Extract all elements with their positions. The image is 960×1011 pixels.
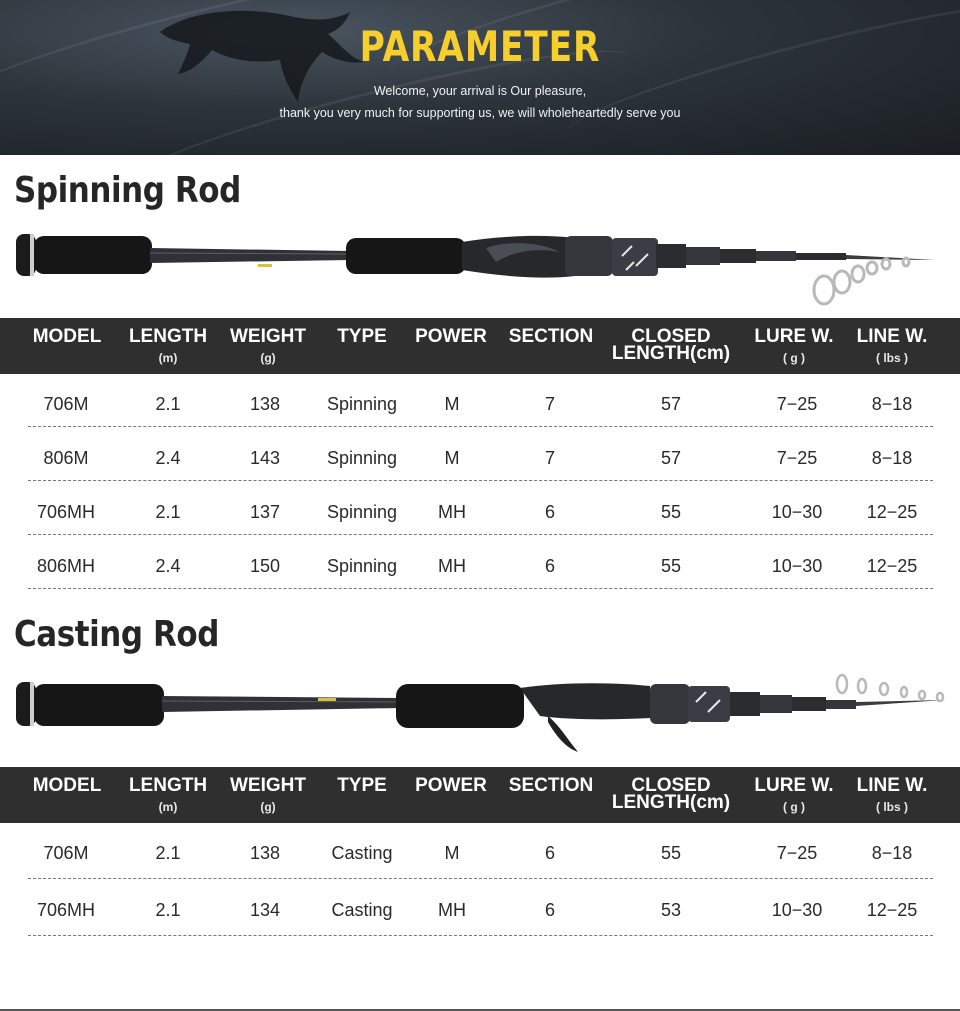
- header-length: LENGTH (m): [128, 775, 208, 814]
- cell-closed-length: 57: [660, 448, 682, 468]
- cell-power: M: [444, 394, 460, 414]
- cell-lure-weight: 7−25: [776, 843, 818, 863]
- row-divider: [28, 588, 933, 589]
- table-row: [0, 376, 960, 428]
- header-weight: WEIGHT (g): [230, 775, 306, 814]
- table-row: [0, 538, 960, 590]
- cell-type: Casting: [331, 900, 393, 920]
- table-row: [0, 882, 960, 934]
- cell-weight: 134: [249, 900, 281, 920]
- table-row: [0, 430, 960, 482]
- row-divider: [28, 935, 933, 936]
- cell-type: Spinning: [326, 502, 398, 522]
- cell-lure-weight: 7−25: [776, 448, 818, 468]
- header-lure-weight: LURE W. ( g ): [754, 775, 834, 814]
- casting-rod-title: Casting Rod: [14, 614, 219, 655]
- spinning-table-header: [0, 318, 960, 374]
- banner-title: PARAMETER: [359, 22, 601, 71]
- cell-model: 806MH: [36, 556, 96, 576]
- header-closed-length: CLOSED LENGTH(cm): [611, 775, 731, 813]
- cell-length: 2.4: [155, 556, 181, 576]
- cell-line-weight: 12−25: [866, 502, 918, 522]
- header-power: POWER: [415, 326, 487, 347]
- cell-line-weight: 8−18: [871, 394, 913, 414]
- cell-power: MH: [438, 900, 466, 920]
- cell-type: Spinning: [326, 556, 398, 576]
- cell-section: 6: [544, 502, 556, 522]
- cell-weight: 138: [249, 394, 281, 414]
- cell-closed-length: 53: [660, 900, 682, 920]
- cell-length: 2.1: [155, 900, 181, 920]
- header-model: MODEL: [32, 775, 102, 796]
- casting-table-header: [0, 767, 960, 823]
- cell-power: MH: [438, 556, 466, 576]
- cell-length: 2.1: [155, 502, 181, 522]
- row-divider: [28, 480, 933, 481]
- header-model: MODEL: [32, 326, 102, 347]
- cell-model: 806M: [43, 448, 89, 468]
- cell-lure-weight: 10−30: [771, 900, 823, 920]
- cell-length: 2.4: [155, 448, 181, 468]
- banner-welcome-text: Welcome, your arrival is Our pleasure,: [373, 84, 587, 98]
- header-length: LENGTH (m): [128, 326, 208, 365]
- cell-model: 706M: [43, 394, 89, 414]
- cell-section: 7: [544, 448, 556, 468]
- cell-section: 6: [544, 556, 556, 576]
- table-row: [0, 484, 960, 536]
- header-power: POWER: [415, 775, 487, 796]
- header-type: TYPE: [337, 326, 387, 347]
- row-divider: [28, 878, 933, 879]
- header-section: SECTION: [508, 326, 594, 347]
- header-section: SECTION: [508, 775, 594, 796]
- cell-lure-weight: 10−30: [771, 502, 823, 522]
- cell-closed-length: 57: [660, 394, 682, 414]
- header-line-weight: LINE W. ( lbs ): [856, 326, 928, 365]
- cell-section: 6: [544, 900, 556, 920]
- cell-line-weight: 8−18: [871, 448, 913, 468]
- cell-section: 7: [544, 394, 556, 414]
- header-lure-weight: LURE W. ( g ): [754, 326, 834, 365]
- cell-power: M: [444, 843, 460, 863]
- cell-line-weight: 8−18: [871, 843, 913, 863]
- cell-weight: 150: [249, 556, 281, 576]
- header-type: TYPE: [337, 775, 387, 796]
- cell-power: MH: [438, 502, 466, 522]
- cell-lure-weight: 7−25: [776, 394, 818, 414]
- parameter-banner: [0, 0, 960, 155]
- cell-model: 706MH: [36, 900, 96, 920]
- cell-line-weight: 12−25: [866, 556, 918, 576]
- cell-section: 6: [544, 843, 556, 863]
- cell-model: 706M: [43, 843, 89, 863]
- cell-type: Spinning: [326, 448, 398, 468]
- casting-rod-image: [0, 660, 960, 760]
- cell-power: M: [444, 448, 460, 468]
- cell-closed-length: 55: [660, 843, 682, 863]
- cell-weight: 137: [249, 502, 281, 522]
- cell-lure-weight: 10−30: [771, 556, 823, 576]
- cell-closed-length: 55: [660, 556, 682, 576]
- cell-type: Casting: [331, 843, 393, 863]
- cell-line-weight: 12−25: [866, 900, 918, 920]
- cell-weight: 143: [249, 448, 281, 468]
- header-line-weight: LINE W. ( lbs ): [856, 775, 928, 814]
- row-divider: [28, 534, 933, 535]
- row-divider: [28, 426, 933, 427]
- cell-closed-length: 55: [660, 502, 682, 522]
- cell-weight: 138: [249, 843, 281, 863]
- cell-length: 2.1: [155, 394, 181, 414]
- spinning-rod-image: [0, 222, 960, 314]
- banner-thanks-text: thank you very much for supporting us, we will wholeheartedly serve you: [279, 106, 681, 120]
- header-closed-length: CLOSED LENGTH(cm): [611, 326, 731, 364]
- table-row: [0, 825, 960, 877]
- cell-type: Spinning: [326, 394, 398, 414]
- cell-model: 706MH: [36, 502, 96, 522]
- header-weight: WEIGHT (g): [230, 326, 306, 365]
- spinning-rod-title: Spinning Rod: [14, 170, 241, 211]
- cell-length: 2.1: [155, 843, 181, 863]
